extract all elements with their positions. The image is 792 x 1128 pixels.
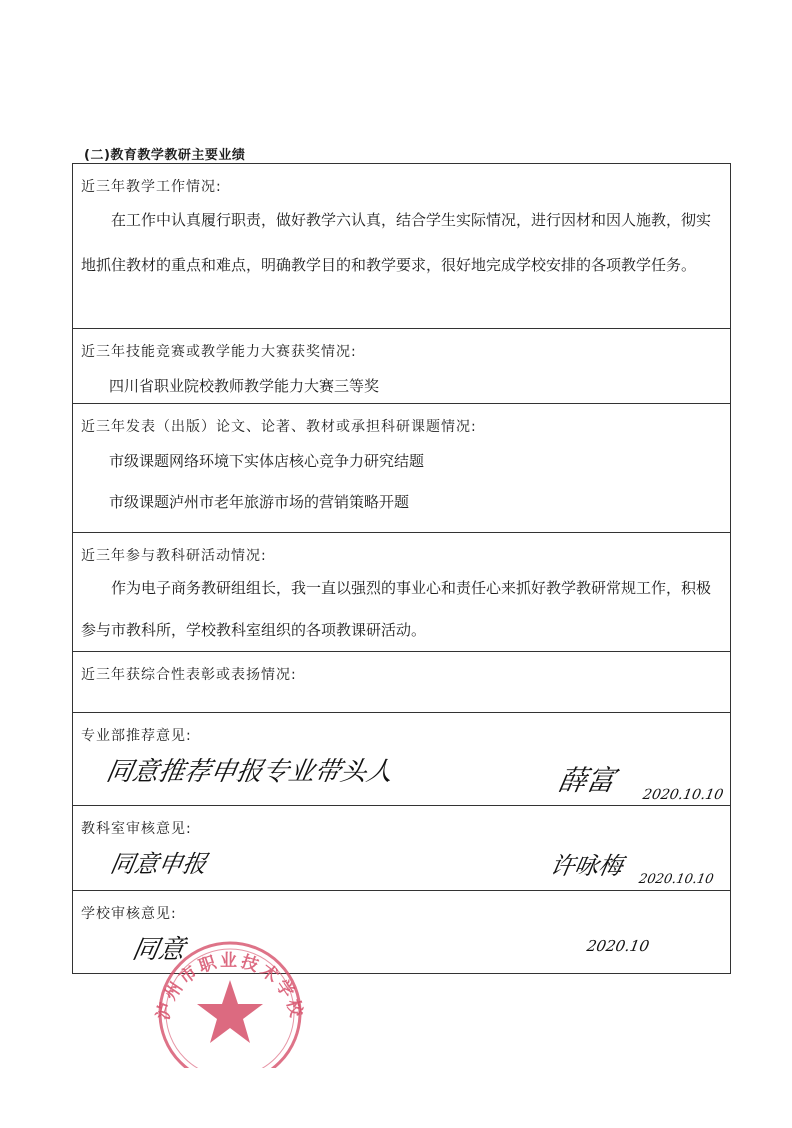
heading-publications: 近三年发表（出版）论文、论著、教材或承担科研课题情况:	[81, 419, 477, 435]
research-activities-text: 作为电子商务教研组组长，我一直以强烈的事业心和责任心来抓好教学教研常规工作，积极参与市教科所，学校教科室组织的各项教课研活动。	[81, 579, 712, 639]
publication-item: 市级课题网络环境下实体店核心竞争力研究结题	[109, 452, 425, 470]
heading-teaching-work: 近三年教学工作情况:	[81, 179, 222, 195]
achievement-form	[72, 163, 731, 974]
heading-research-office-opinion: 教科室审核意见:	[81, 821, 192, 837]
heading-school-opinion: 学校审核意见:	[81, 906, 177, 922]
heading-competition-awards: 近三年技能竞赛或教学能力大赛获奖情况:	[81, 344, 357, 360]
department-date: 2020.10.10	[641, 787, 725, 803]
heading-honors: 近三年获综合性表彰或表扬情况:	[81, 667, 297, 683]
row-research-activities	[73, 533, 731, 652]
row-research-office-opinion	[73, 806, 731, 891]
teaching-work-text: 在工作中认真履行职责，做好教学六认真，结合学生实际情况，进行因材和因人施教，彻实地抓住教材的重点和难点，明确教学目的和教学要求，很好地完成学校安排的各项教学任务。	[81, 211, 712, 274]
school-opinion-handwriting: 同意	[129, 935, 188, 965]
department-opinion-handwriting: 同意推荐申报专业带头人	[103, 757, 396, 787]
row-publications	[73, 404, 731, 533]
seal-text: 泸州市职业技术学校	[153, 951, 307, 1023]
heading-department-opinion: 专业部推荐意见:	[81, 728, 192, 744]
school-date: 2020.10	[585, 937, 651, 955]
research-office-date: 2020.10.10	[637, 872, 715, 887]
heading-research-activities: 近三年参与教科研活动情况:	[81, 548, 267, 564]
research-office-opinion-handwriting: 同意申报	[108, 850, 210, 878]
publication-item: 市级课题泸州市老年旅游市场的营销策略开题	[109, 493, 410, 511]
row-department-opinion	[73, 713, 731, 806]
row-teaching-work	[73, 164, 731, 329]
competition-award-item: 四川省职业院校教师教学能力大赛三等奖	[109, 377, 380, 395]
department-signature: 薛富	[555, 764, 618, 797]
section-caption: (二)教育教学教研主要业绩	[84, 148, 246, 163]
row-honors	[73, 652, 731, 713]
school-seal	[150, 938, 310, 1068]
research-office-signature: 许咏梅	[548, 852, 626, 880]
row-competition-awards	[73, 329, 731, 404]
